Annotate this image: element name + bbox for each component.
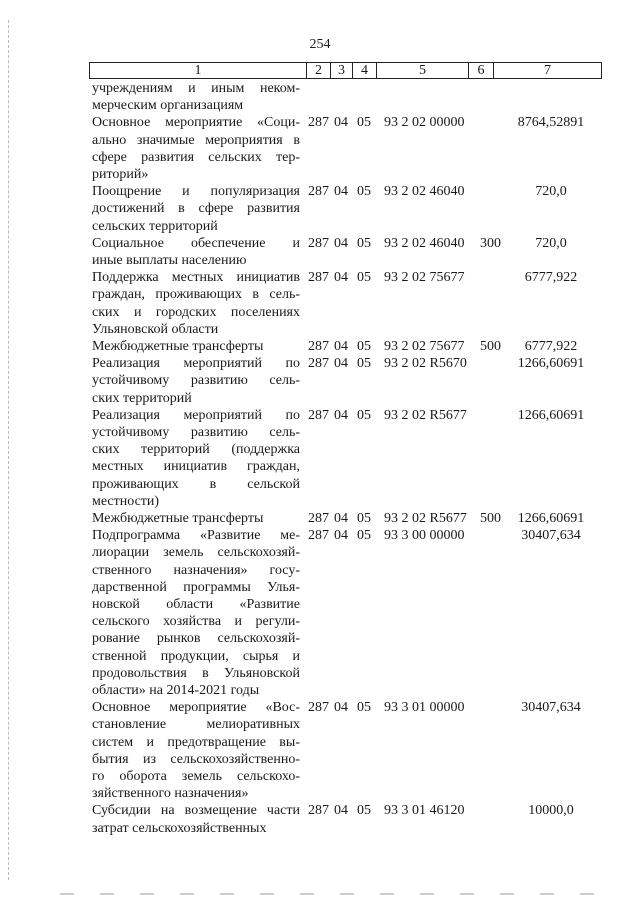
row-name-line: новской области «Развитие bbox=[92, 596, 300, 612]
row-name bbox=[92, 510, 300, 527]
row-name-line: Ульяновской области bbox=[92, 321, 219, 337]
row-name-line: местности) bbox=[92, 493, 160, 509]
row-rz-code: 04 bbox=[334, 510, 348, 526]
row-name-line: устойчивому развитию сель- bbox=[92, 424, 300, 440]
row-cs-code: 93 2 02 75677 bbox=[384, 270, 465, 286]
table-row bbox=[0, 183, 640, 235]
row-name-line: области» на 2014-2021 годы bbox=[92, 682, 260, 698]
row-pr-code: 05 bbox=[357, 235, 371, 251]
row-name-line: рование рынков сельскохозяй- bbox=[92, 631, 300, 647]
row-name bbox=[92, 269, 300, 338]
row-name-line: ально значимые мероприятия в bbox=[92, 132, 300, 148]
table-row bbox=[0, 407, 640, 510]
row-name-line: иные выплаты населению bbox=[92, 252, 247, 268]
row-gr-code: 287 bbox=[308, 803, 329, 819]
row-name-line: зяйственного назначения» bbox=[92, 786, 249, 802]
row-sum: 10000,0 bbox=[528, 803, 574, 819]
row-name-line: риторий» bbox=[92, 167, 149, 182]
row-rz-code: 04 bbox=[334, 235, 348, 251]
row-name-line: ских и городских поселениях bbox=[92, 304, 300, 320]
row-gr-code: 287 bbox=[308, 356, 329, 372]
row-name-line: ственной продукции, сырья и bbox=[92, 648, 300, 664]
row-name bbox=[92, 355, 300, 407]
row-rz-code: 04 bbox=[334, 528, 348, 544]
row-vr-code: 300 bbox=[480, 235, 501, 251]
row-gr-code: 287 bbox=[308, 510, 329, 526]
row-name-line: Межбюджетные трансферты bbox=[92, 510, 264, 526]
row-name-line: дарственной программы Улья- bbox=[92, 579, 300, 595]
table-row bbox=[0, 338, 640, 355]
row-name-line: Реализация мероприятий по bbox=[92, 407, 300, 423]
row-rz-code: 04 bbox=[334, 184, 348, 200]
row-pr-code: 05 bbox=[357, 115, 371, 131]
row-name bbox=[92, 235, 300, 269]
row-name-line: устойчивому развитию сель- bbox=[92, 373, 300, 389]
row-vr-code: 500 bbox=[480, 510, 501, 526]
row-sum: 1266,60691 bbox=[517, 510, 585, 526]
row-sum: 8764,52891 bbox=[517, 115, 585, 131]
table-row bbox=[0, 269, 640, 338]
row-name-line: учреждениям и иным неком- bbox=[92, 81, 300, 96]
row-pr-code: 05 bbox=[357, 407, 371, 423]
row-gr-code: 287 bbox=[308, 528, 329, 544]
row-rz-code: 04 bbox=[334, 407, 348, 423]
table-row bbox=[0, 355, 640, 407]
row-name-line: Подпрограмма «Развитие ме- bbox=[92, 528, 300, 544]
row-sum: 30407,634 bbox=[521, 700, 581, 716]
row-rz-code: 04 bbox=[334, 803, 348, 819]
page-number: 254 bbox=[309, 37, 331, 52]
row-name-line: Социальное обеспечение и bbox=[92, 235, 300, 251]
table-row bbox=[0, 802, 640, 836]
header-col-2: 2 bbox=[307, 63, 331, 78]
row-cs-code: 93 3 01 46120 bbox=[384, 803, 465, 819]
header-col-4: 4 bbox=[353, 63, 377, 78]
row-cs-code: 93 2 02 R5677 bbox=[384, 510, 467, 526]
row-name bbox=[92, 699, 300, 802]
row-gr-code: 287 bbox=[308, 184, 329, 200]
row-name bbox=[92, 527, 300, 699]
row-rz-code: 04 bbox=[334, 270, 348, 286]
row-name-line: ских территорий (поддержка bbox=[92, 442, 300, 458]
table-row bbox=[0, 527, 640, 699]
row-name-line: Поддержка местных инициатив bbox=[92, 270, 300, 286]
row-gr-code: 287 bbox=[308, 338, 329, 354]
row-name-line: достижений в сфере развития bbox=[92, 201, 300, 217]
row-name-line: лиорации земель сельскохозяй- bbox=[92, 545, 300, 561]
header-col-7: 7 bbox=[544, 63, 551, 78]
row-cs-code: 93 3 01 00000 bbox=[384, 700, 465, 716]
header-col-5: 5 bbox=[377, 63, 469, 78]
row-sum: 1266,60691 bbox=[517, 407, 585, 423]
row-pr-code: 05 bbox=[357, 803, 371, 819]
table-row bbox=[0, 80, 640, 114]
table-header bbox=[89, 62, 602, 79]
row-name-line: Межбюджетные трансферты bbox=[92, 338, 264, 354]
row-pr-code: 05 bbox=[357, 356, 371, 372]
row-cs-code: 93 2 02 00000 bbox=[384, 115, 465, 131]
row-sum: 30407,634 bbox=[521, 528, 581, 544]
row-name-line: сфере развития сельских тер- bbox=[92, 149, 300, 165]
row-cs-code: 93 2 02 R5677 bbox=[384, 407, 467, 423]
row-name-line: систем и предотвращение вы- bbox=[92, 734, 300, 750]
row-name-line: го оборота земель сельскохо- bbox=[92, 768, 300, 784]
header-col-3: 3 bbox=[331, 63, 353, 78]
row-pr-code: 05 bbox=[357, 270, 371, 286]
table-row bbox=[0, 114, 640, 183]
row-vr-code: 500 bbox=[480, 338, 501, 354]
row-gr-code: 287 bbox=[308, 407, 329, 423]
row-name-line: местных инициатив граждан, bbox=[92, 459, 300, 475]
row-sum: 720,0 bbox=[535, 184, 567, 200]
row-name-line: Основное мероприятие «Вос- bbox=[92, 700, 300, 716]
row-cs-code: 93 2 02 46040 bbox=[384, 184, 465, 200]
row-name-line: сельского хозяйства и регули- bbox=[92, 614, 300, 630]
row-name bbox=[92, 407, 300, 510]
row-name-line: бытия из сельскохозяйственно- bbox=[92, 751, 300, 767]
row-name-line: проживающих в сельской bbox=[92, 476, 300, 492]
row-gr-code: 287 bbox=[308, 235, 329, 251]
row-name bbox=[92, 338, 300, 355]
table-row bbox=[0, 235, 640, 269]
table-row bbox=[0, 510, 640, 527]
row-name-line: ственного назначения» госу- bbox=[92, 562, 300, 578]
row-name-line: Поощрение и популяризация bbox=[92, 184, 300, 200]
row-sum: 1266,60691 bbox=[517, 356, 585, 372]
row-rz-code: 04 bbox=[334, 115, 348, 131]
row-name bbox=[92, 80, 300, 114]
row-sum: 6777,922 bbox=[524, 270, 578, 286]
row-gr-code: 287 bbox=[308, 700, 329, 716]
row-name bbox=[92, 802, 300, 836]
row-pr-code: 05 bbox=[357, 700, 371, 716]
table-row bbox=[0, 699, 640, 802]
row-sum: 6777,922 bbox=[524, 338, 578, 354]
table-body bbox=[0, 80, 640, 837]
row-rz-code: 04 bbox=[334, 700, 348, 716]
row-name-line: затрат сельскохозяйственных bbox=[92, 820, 267, 836]
row-name-line: Субсидии на возмещение части bbox=[92, 803, 300, 819]
row-name-line: становление мелиоративных bbox=[92, 717, 300, 733]
row-cs-code: 93 2 02 46040 bbox=[384, 235, 465, 251]
row-name-line: Реализация мероприятий по bbox=[92, 356, 300, 372]
row-name-line: мерческим организациям bbox=[92, 98, 244, 114]
row-sum: 720,0 bbox=[535, 235, 567, 251]
row-name-line: Основное мероприятие «Соци- bbox=[92, 115, 300, 131]
row-name-line: ских территорий bbox=[92, 390, 192, 406]
row-name bbox=[92, 114, 300, 183]
header-col-1: 1 bbox=[90, 63, 307, 78]
scan-bottom-edge bbox=[60, 893, 620, 895]
header-col-6: 6 bbox=[469, 63, 494, 78]
row-pr-code: 05 bbox=[357, 338, 371, 354]
row-pr-code: 05 bbox=[357, 528, 371, 544]
row-name-line: граждан, проживающих в сель- bbox=[92, 287, 300, 303]
row-name bbox=[92, 183, 300, 235]
row-gr-code: 287 bbox=[308, 270, 329, 286]
row-gr-code: 287 bbox=[308, 115, 329, 131]
row-cs-code: 93 2 02 75677 bbox=[384, 338, 465, 354]
row-name-line: сельских территорий bbox=[92, 218, 218, 234]
row-pr-code: 05 bbox=[357, 184, 371, 200]
row-cs-code: 93 2 02 R5670 bbox=[384, 356, 467, 372]
row-rz-code: 04 bbox=[334, 338, 348, 354]
row-cs-code: 93 3 00 00000 bbox=[384, 528, 465, 544]
row-pr-code: 05 bbox=[357, 510, 371, 526]
row-rz-code: 04 bbox=[334, 356, 348, 372]
row-name-line: продовольствия в Ульяновской bbox=[92, 665, 300, 681]
